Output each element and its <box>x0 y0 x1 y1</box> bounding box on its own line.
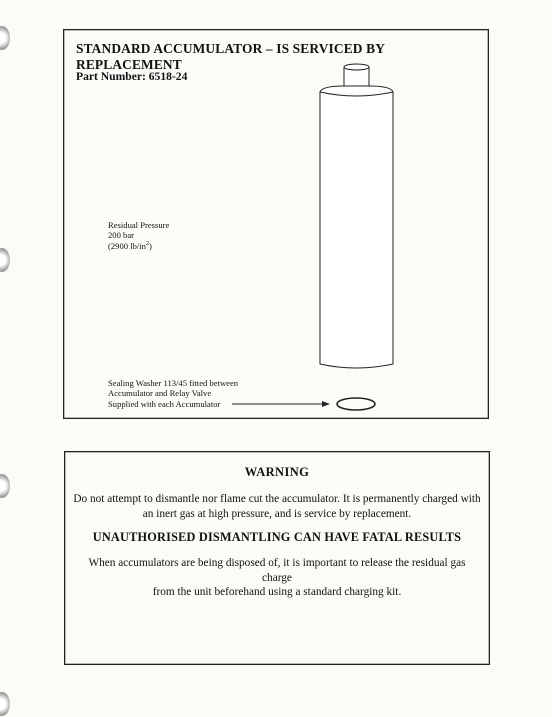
washer-line-1: Sealing Washer 113/45 fitted between <box>108 378 239 388</box>
pressure-line-2: 200 bar <box>108 230 135 241</box>
part-number: Part Number: 6518-24 <box>76 70 188 83</box>
binder-hole <box>0 692 10 716</box>
sealing-washer-label <box>108 378 238 409</box>
pressure-line-1: Residual Pressure <box>108 220 170 230</box>
washer-line-2: Accumulator and Relay Valve <box>108 388 212 399</box>
binder-hole <box>0 474 10 498</box>
washer-line-3: Supplied with each Accumulator <box>108 398 221 409</box>
disposal-line-2: from the unit beforehand using a standard charging kit. <box>152 586 402 598</box>
binder-hole <box>0 248 10 272</box>
warning-line-1: Do not attempt to dismantle nor flame cut the accumulator. It is permanently charged with <box>73 493 481 505</box>
accumulator-shoulder <box>320 86 393 92</box>
residual-pressure-label <box>108 220 169 251</box>
warning-text <box>73 492 481 521</box>
accumulator-panel <box>63 29 489 419</box>
pressure-line-3 <box>108 241 169 251</box>
page-heading: STANDARD ACCUMULATOR – IS SERVICED BY REPLACEMENT <box>76 41 385 72</box>
fatal-results-title: UNAUTHORISED DISMANTLING CAN HAVE FATAL RESULTS <box>92 530 462 544</box>
pressure-line-3-text: (2900 lb/in <box>108 240 146 251</box>
pressure-line-3-close: ) <box>148 240 152 251</box>
sealing-washer <box>337 398 375 410</box>
disposal-text <box>73 556 481 600</box>
washer-arrow-head <box>322 401 330 407</box>
pressure-superscript: 2 <box>145 240 149 247</box>
accumulator-body <box>320 92 393 368</box>
disposal-line-1: When accumulators are being disposed of, it is important to release the residual gas charge <box>88 557 466 584</box>
accumulator-cap-top <box>344 64 369 70</box>
warning-line-2: an inert gas at high pressure, and is service by replacement. <box>142 507 412 520</box>
warning-panel <box>64 451 490 665</box>
warning-title: WARNING <box>244 465 310 479</box>
binder-hole <box>0 26 10 50</box>
